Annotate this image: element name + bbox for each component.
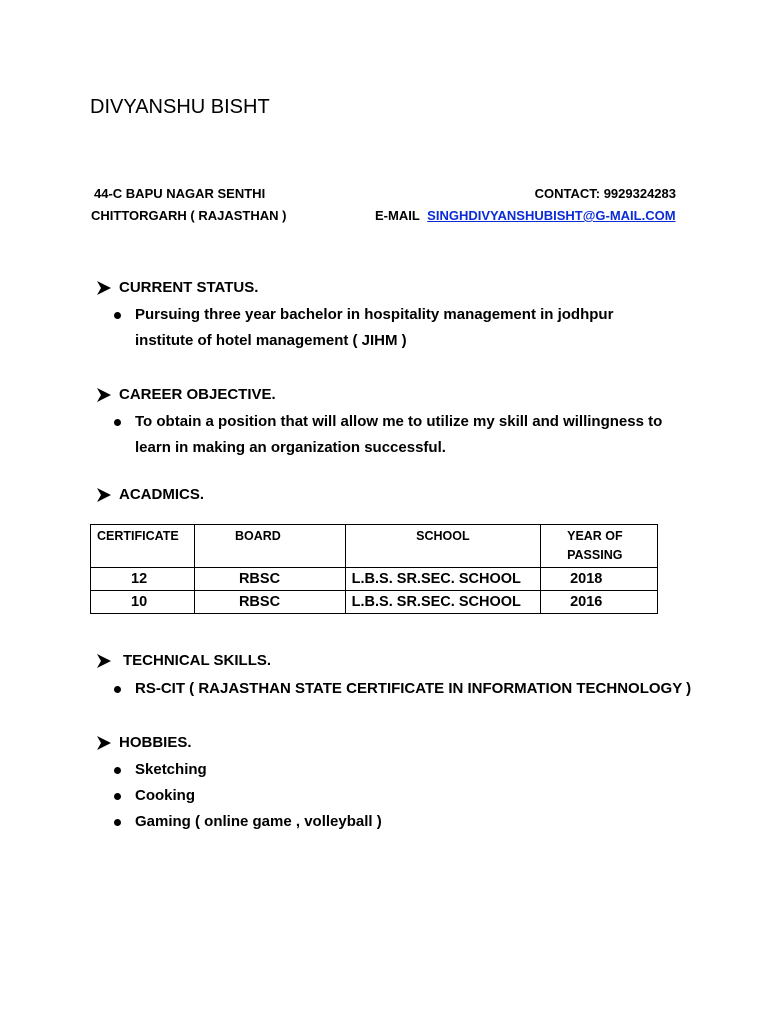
section-title: CAREER OBJECTIVE.	[119, 386, 276, 403]
section-title: TECHNICAL SKILLS.	[123, 652, 272, 669]
email-label: E-MAIL	[375, 208, 420, 223]
bullet-dot-icon	[113, 302, 135, 354]
bullet-dot-icon	[113, 409, 135, 461]
list-item: To obtain a position that will allow me to utilize my skill and willingness to learn in making an organization successful.	[113, 409, 668, 461]
candidate-name: DIVYANSHU BISHT	[90, 96, 270, 118]
contact-phone: CONTACT: 9929324283	[534, 186, 676, 201]
column-header: CERTIFICATE	[91, 525, 195, 568]
bullet-dot-icon	[113, 757, 135, 783]
arrowhead-icon	[96, 280, 112, 296]
technical-skills-list	[113, 676, 713, 702]
bullet-dot-icon	[113, 783, 135, 809]
section-title: CURRENT STATUS.	[119, 279, 259, 296]
column-header: SCHOOL	[345, 525, 540, 568]
bullet-dot-icon	[113, 676, 135, 702]
table-row: 12 RBSC L.B.S. SR.SEC. SCHOOL 2018	[91, 568, 658, 591]
section-technical-skills	[96, 652, 271, 669]
bullet-dot-icon	[113, 809, 135, 835]
arrowhead-icon	[96, 487, 112, 503]
list-item: Sketching	[113, 757, 513, 783]
section-title: HOBBIES.	[119, 734, 192, 751]
arrowhead-icon	[96, 387, 112, 403]
section-career-objective	[96, 386, 276, 403]
list-item: RS-CIT ( RAJASTHAN STATE CERTIFICATE IN INFORMATION TECHNOLOGY )	[113, 676, 713, 702]
career-objective-list	[113, 409, 668, 461]
list-item: Gaming ( online game , volleyball )	[113, 809, 513, 835]
section-academics	[96, 486, 204, 503]
list-item: Cooking	[113, 783, 513, 809]
section-title: ACADMICS.	[119, 486, 204, 503]
column-header: YEAR OF PASSING	[541, 525, 658, 568]
arrowhead-icon	[96, 735, 112, 751]
email-link[interactable]: SINGHDIVYANSHUBISHT@G-MAIL.COM	[427, 208, 676, 223]
email-row	[375, 208, 676, 223]
address-line-1: 44-C BAPU NAGAR SENTHI	[94, 186, 266, 201]
list-item: Pursuing three year bachelor in hospitality management in jodhpur institute of hotel management ( JIHM )	[113, 302, 653, 354]
table-header-row	[91, 525, 658, 568]
column-header: BOARD	[194, 525, 345, 568]
current-status-list	[113, 302, 653, 354]
address-line-2: CHITTORGARH ( RAJASTHAN )	[91, 208, 287, 223]
hobbies-list	[113, 757, 513, 835]
academics-table	[90, 524, 658, 614]
table-row: 10 RBSC L.B.S. SR.SEC. SCHOOL 2016	[91, 591, 658, 614]
arrowhead-icon	[96, 653, 112, 669]
section-current-status	[96, 279, 258, 296]
section-hobbies	[96, 734, 192, 751]
